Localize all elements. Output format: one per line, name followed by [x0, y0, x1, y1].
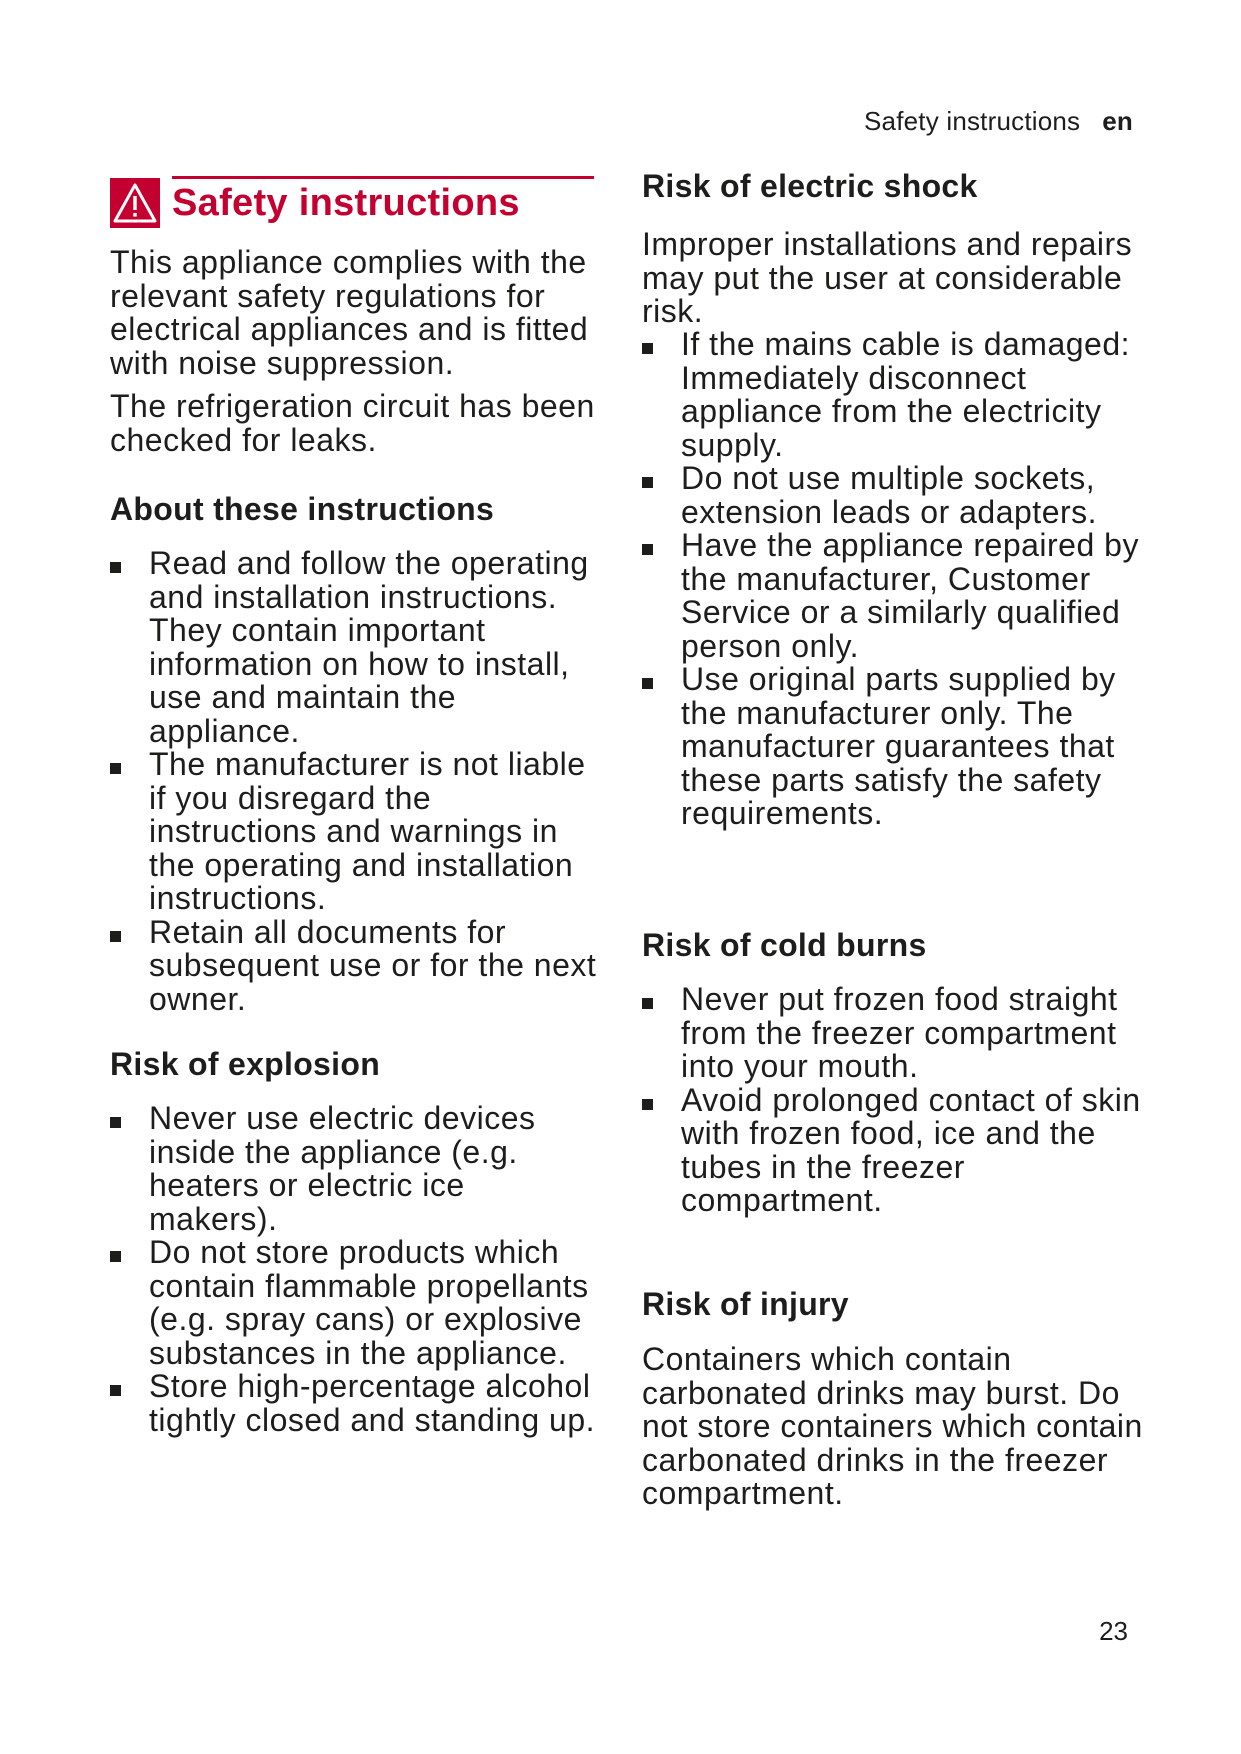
list-item-text: Never use electric devices inside the appliance (e.g. heaters or electric ice makers).: [149, 1100, 536, 1237]
list-item: [642, 462, 1152, 529]
list-item-text: Use original parts supplied by the manufacturer only. The manufacturer guarantees that these parts satisfy the safety requirements.: [681, 661, 1116, 831]
list-item: [110, 547, 600, 748]
list-item-text: The manufacturer is not liable if you disregard the instructions and warnings in the operating and installation instructions.: [149, 746, 586, 916]
bullet-square-icon: [110, 1117, 121, 1128]
running-header: [864, 106, 1133, 137]
bullet-square-icon: [110, 1385, 121, 1396]
about-heading: About these instructions: [110, 491, 495, 527]
bullet-square-icon: [642, 544, 653, 555]
list-item: [110, 1102, 600, 1236]
title-rule: [172, 176, 594, 179]
list-item: [642, 1081, 1152, 1218]
bullet-square-icon: [642, 1099, 653, 1110]
list-item: [110, 1236, 600, 1370]
page-number: 23: [1099, 1616, 1128, 1646]
list-item-text: If the mains cable is damaged: Immediately disconnect appliance from the electricity supply.: [681, 326, 1131, 463]
bullet-square-icon: [642, 678, 653, 689]
explosion-list: [110, 1102, 600, 1437]
page-title: Safety instructions: [172, 182, 520, 224]
list-item-text: Store high-percentage alcohol tightly closed and standing up.: [149, 1368, 596, 1438]
bullet-square-icon: [642, 998, 653, 1009]
bullet-square-icon: [642, 343, 653, 354]
bullet-square-icon: [110, 1251, 121, 1262]
intro-paragraph-2: The refrigeration circuit has been checked for leaks.: [110, 388, 595, 458]
cold-burns-heading: Risk of cold burns: [642, 927, 927, 963]
cold-burns-list: [642, 983, 1152, 1218]
bullet-square-icon: [642, 477, 653, 488]
list-item: [110, 748, 600, 916]
bullet-square-icon: [110, 562, 121, 573]
list-item: [642, 663, 1152, 831]
list-item: [642, 529, 1152, 663]
list-item-text: Avoid prolonged contact of skin with frozen food, ice and the tubes in the freezer compartment.: [681, 1081, 1141, 1218]
list-item-text: Retain all documents for subsequent use or for the next owner.: [149, 913, 597, 1017]
injury-text: Containers which contain carbonated drinks may burst. Do not store containers which contain carbonated drinks in the freezer compartment.: [642, 1341, 1143, 1511]
injury-heading: Risk of injury: [642, 1286, 849, 1322]
list-item-text: Read and follow the operating and installation instructions. They contain important information on how to install, use and maintain the appliance.: [149, 545, 589, 749]
list-item-text: Have the appliance repaired by the manufacturer, Customer Service or a similarly qualified person only.: [681, 527, 1139, 664]
list-item: [642, 328, 1152, 462]
about-list: [110, 547, 600, 1016]
bullet-square-icon: [110, 763, 121, 774]
explosion-heading: Risk of explosion: [110, 1046, 381, 1082]
list-item: [642, 983, 1152, 1084]
shock-intro: Improper installations and repairs may put the user at considerable risk.: [642, 226, 1133, 329]
running-header-section: Safety instructions: [864, 106, 1081, 136]
language-code: en: [1102, 106, 1133, 136]
list-item: [110, 1370, 600, 1437]
shock-list: [642, 328, 1152, 831]
list-item: [110, 913, 600, 1017]
warning-triangle-icon: [110, 178, 160, 228]
list-item-text: Do not use multiple sockets, extension leads or adapters.: [681, 460, 1098, 530]
list-item-text: Never put frozen food straight from the freezer compartment into your mouth.: [681, 981, 1118, 1084]
bullet-square-icon: [110, 931, 121, 942]
main-title-block: [110, 176, 594, 228]
intro-paragraph-1: This appliance complies with the relevant safety regulations for electrical appliances and is fitted with noise suppression.: [110, 244, 589, 381]
shock-heading: Risk of electric shock: [642, 168, 978, 204]
list-item-text: Do not store products which contain flammable propellants (e.g. spray cans) or explosive substances in the appliance.: [149, 1234, 589, 1371]
